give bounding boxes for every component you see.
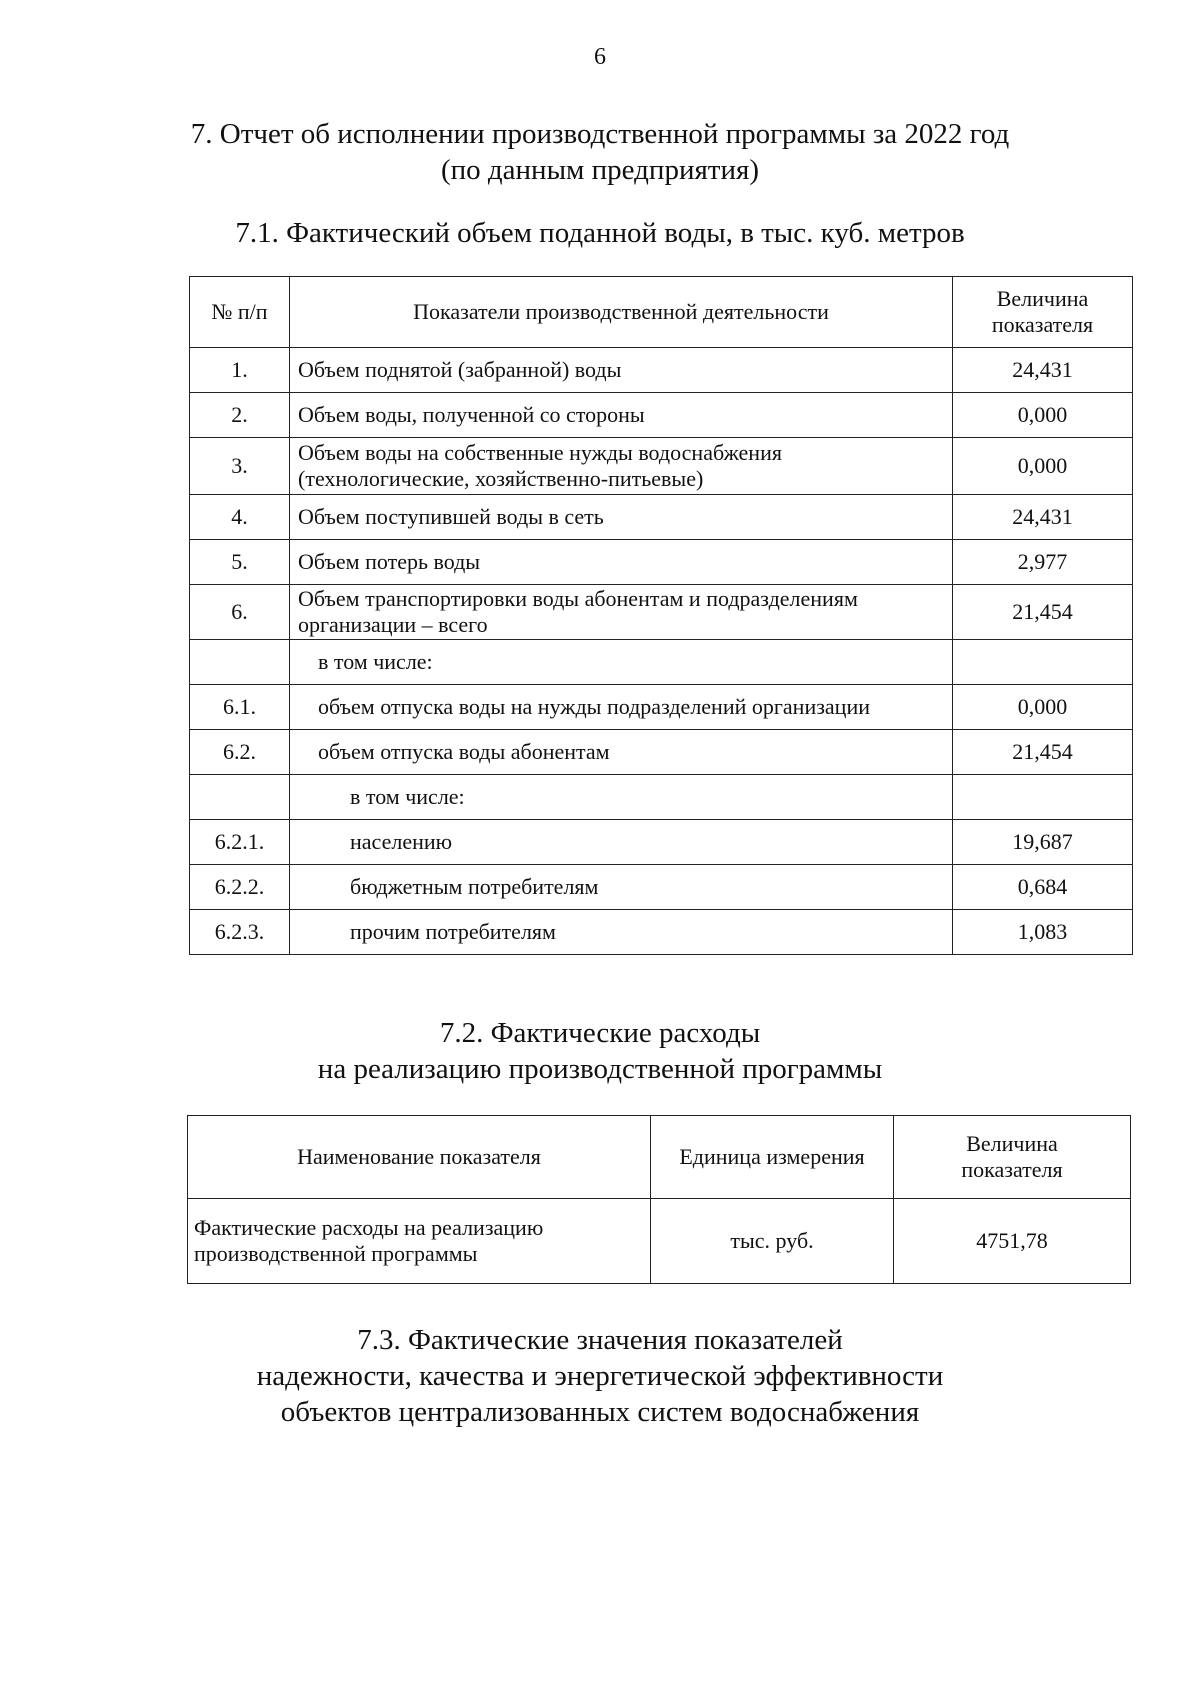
section-7-title: 7. Отчет об исполнении производственной программы за 2022 год xyxy=(190,118,1010,150)
section-72-subtitle: на реализацию производственной программы xyxy=(317,1053,883,1085)
section-73-heading: 7.3. Фактические значения показателей надежности, качества и энергетической эффективности объектов централизованных систем водоснабжения xyxy=(0,1322,1200,1430)
page-number: 6 xyxy=(594,44,606,70)
header-name: Показатели производственной деятельности xyxy=(290,277,953,348)
table-row: 6.2.2. бюджетным потребителям 0,684 xyxy=(190,865,1133,910)
table-row: 6.1. объем отпуска воды на нужды подразделений организации 0,000 xyxy=(190,685,1133,730)
table-header-row xyxy=(190,277,1133,348)
table-row: Фактические расходы на реализацию производственной программы тыс. руб. 4751,78 xyxy=(188,1199,1131,1284)
header-value: Величина показателя xyxy=(894,1116,1131,1199)
table-row: 5. Объем потерь воды 2,977 xyxy=(190,540,1133,585)
table-row: 6.2.1. населению 19,687 xyxy=(190,820,1133,865)
table-row: 6.2. объем отпуска воды абонентам 21,454 xyxy=(190,730,1133,775)
section-72-title: 7.2. Фактические расходы xyxy=(439,1017,761,1049)
water-volume-table xyxy=(189,276,1133,955)
table-row: в том числе: xyxy=(190,640,1133,685)
header-num: № п/п xyxy=(190,277,290,348)
section-71-title: 7.1. Фактический объем поданной воды, в тыс. куб. метров xyxy=(235,217,965,249)
expenses-table xyxy=(187,1115,1131,1284)
section-73-title: 7.3. Фактические значения показателей xyxy=(357,1324,843,1356)
table-row: 6. Объем транспортировки воды абонентам и подразделениям организации – всего 21,454 xyxy=(190,585,1133,640)
header-value: Величина показателя xyxy=(953,277,1133,348)
table-header-row xyxy=(188,1116,1131,1199)
section-71-heading xyxy=(0,215,1200,251)
table-row: 2. Объем воды, полученной со стороны 0,000 xyxy=(190,393,1133,438)
table-row: 4. Объем поступившей воды в сеть 24,431 xyxy=(190,495,1133,540)
section-7-subtitle: (по данным предприятия) xyxy=(440,154,759,186)
table-row: 1. Объем поднятой (забранной) воды 24,431 xyxy=(190,348,1133,393)
section-7-heading xyxy=(0,116,1200,188)
table-row: 6.2.3. прочим потребителям 1,083 xyxy=(190,910,1133,955)
table-row: в том числе: xyxy=(190,775,1133,820)
table-row: 3. Объем воды на собственные нужды водоснабжения (технологические, хозяйственно-питьевые) 0,000 xyxy=(190,438,1133,495)
section-72-heading xyxy=(0,1015,1200,1087)
header-name: Наименование показателя xyxy=(188,1116,651,1199)
header-unit: Единица измерения xyxy=(651,1116,894,1199)
